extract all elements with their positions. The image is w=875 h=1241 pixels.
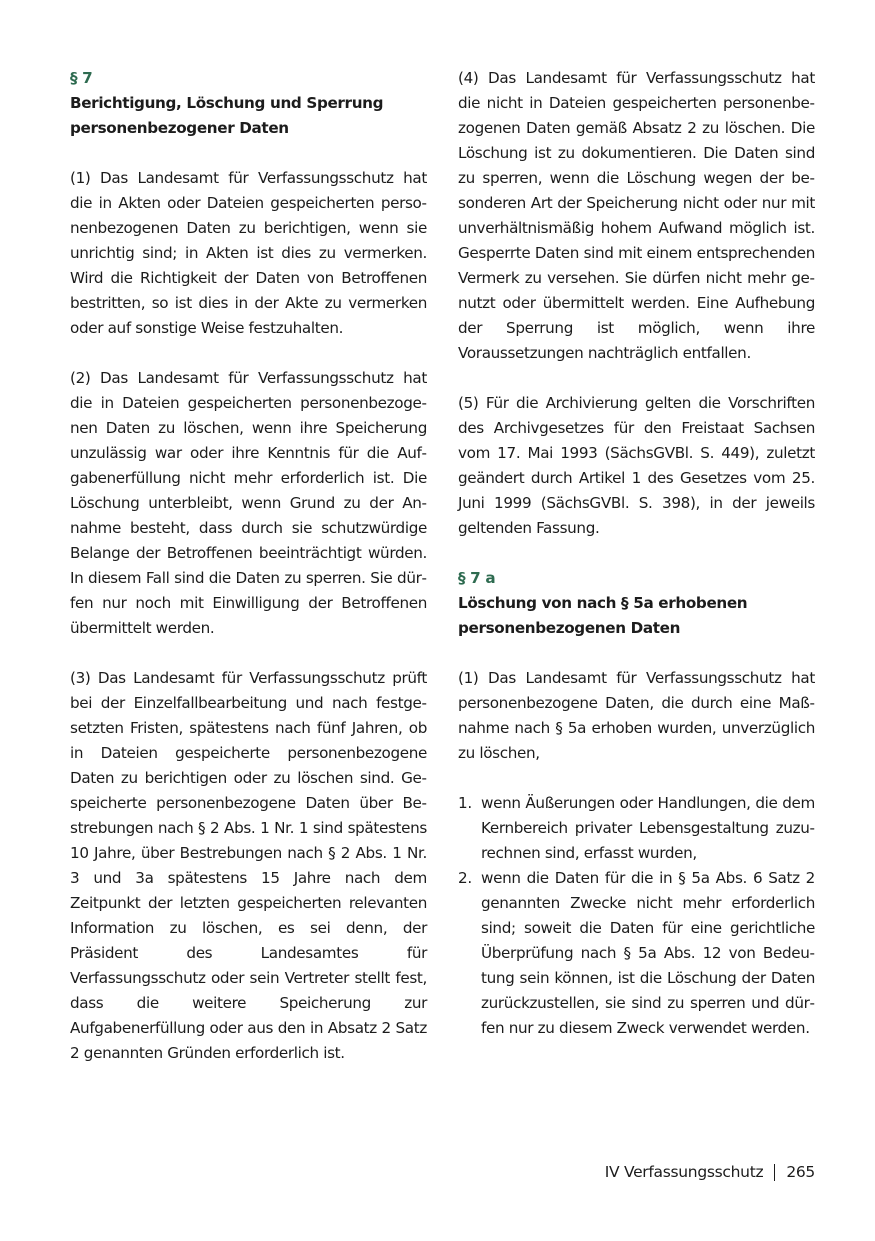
page-number: 265: [786, 1163, 815, 1181]
section-number: § 7: [70, 69, 93, 87]
list-item-text: wenn Äußerungen oder Handlungen, die dem Kernbereich privater Lebensgestaltung zuzurechnen sind, erfasst wurden,: [481, 794, 815, 862]
paragraph: (2) Das Landesamt für Verfassungsschutz hat die in Dateien gespeicherten personenbezogenen Daten zu löschen, wenn ihre Speicherung unzulässig war oder ihre Kenntnis für die Aufgabenerfüllung nicht mehr erforderlich ist. Die Löschung unterbleibt, wenn Grund zu der Annahme besteht, dass durch sie schutzwürdige Belange der Betroffenen beeinträchtigt würden. In diesem Fall sind die Daten zu sperren. Sie dürfen nur noch mit Einwilligung der Betroffenen übermittelt werden.: [70, 369, 427, 637]
paragraph: (5) Für die Archivierung gelten die Vorschriften des Archivgesetzes für den Freistaat Sachsen vom 17. Mai 1993 (SächsGVBl. S. 449), zuletzt geändert durch Artikel 1 des Gesetzes vom 25. Juni 1999 (SächsGVBl. S. 398), in der jeweils geltenden Fassung.: [458, 394, 815, 537]
chapter-title: IV Verfassungsschutz: [604, 1163, 764, 1181]
paragraph: (4) Das Landesamt für Verfassungsschutz hat die nicht in Dateien gespeicherten personenbezogenen Daten gemäß Absatz 2 zu löschen. Die Löschung ist zu dokumentieren. Die Daten sind zu sperren, wenn die Löschung wegen der besonderen Art der Speicherung nicht oder nur mit unverhältnismäßig hohem Aufwand möglich ist. Gesperrte Daten sind mit einem entsprechenden Vermerk zu versehen. Sie dürfen nicht mehr genutzt oder übermittelt werden. Eine Aufhebung der Sperrung ist möglich, wenn ihre Voraussetzungen nachträglich entfallen.: [458, 69, 815, 362]
paragraph: (1) Das Landesamt für Verfassungsschutz hat personenbezogene Daten, die durch eine Maßnahme nach § 5a erhoben wurden, unverzüglich zu löschen,: [458, 669, 815, 762]
left-column: [70, 66, 427, 1091]
list-item: [458, 866, 815, 1041]
list-item-number: 1.: [458, 794, 472, 812]
list-item: [458, 791, 815, 866]
page-footer: [605, 1160, 815, 1185]
list-item-text: wenn die Daten für die in § 5a Abs. 6 Satz 2 genannten Zwecke nicht mehr erforderlich sind; soweit die Daten für eine gerichtliche Überprüfung nach § 5a Abs. 12 von Bedeutung sein können, ist die Löschung der Daten zurückzustellen, sie sind zu sperren und dürfen nur zu diesem Zweck verwendet werden.: [481, 869, 815, 1037]
section-number: § 7 a: [458, 569, 496, 587]
right-column: [458, 66, 815, 1041]
section-title: Berichtigung, Löschung und Sperrung personenbezogener Daten: [70, 94, 384, 137]
paragraph: (3) Das Landesamt für Verfassungsschutz prüft bei der Einzelfallbearbeitung und nach festgesetzten Fristen, spätestens nach fünf Jahren, ob in Dateien gespeicherte personenbezogene Daten zu berichtigen oder zu löschen sind. Gespeicherte personenbezogene Daten über Bestrebungen nach § 2 Abs. 1 Nr. 1 sind spätestens 10 Jahre, über Bestrebungen nach § 2 Abs. 1 Nr. 3 und 3a spätestens 15 Jahre nach dem Zeitpunkt der letzten gespeicherten relevanten Information zu löschen, es sei denn, der Präsident des Landesamtes für Verfassungsschutz oder sein Vertreter stellt fest, dass die weitere Speicherung zur Aufgabenerfüllung oder aus den in Absatz 2 Satz 2 genannten Gründen erforderlich ist.: [70, 669, 427, 1062]
list-item-number: 2.: [458, 869, 472, 887]
numbered-list: [458, 791, 815, 1041]
section-title: Löschung von nach § 5a erhobenen personenbezogenen Daten: [458, 594, 748, 637]
footer-divider: [774, 1164, 775, 1181]
paragraph: (1) Das Landesamt für Verfassungsschutz hat die in Akten oder Dateien gespeicherten personenbezogenen Daten zu berichtigen, wenn sie unrichtig sind; in Akten ist dies zu vermerken. Wird die Richtigkeit der Daten von Betroffenen bestritten, so ist dies in der Akte zu vermerken oder auf sonstige Weise festzuhalten.: [70, 169, 427, 337]
